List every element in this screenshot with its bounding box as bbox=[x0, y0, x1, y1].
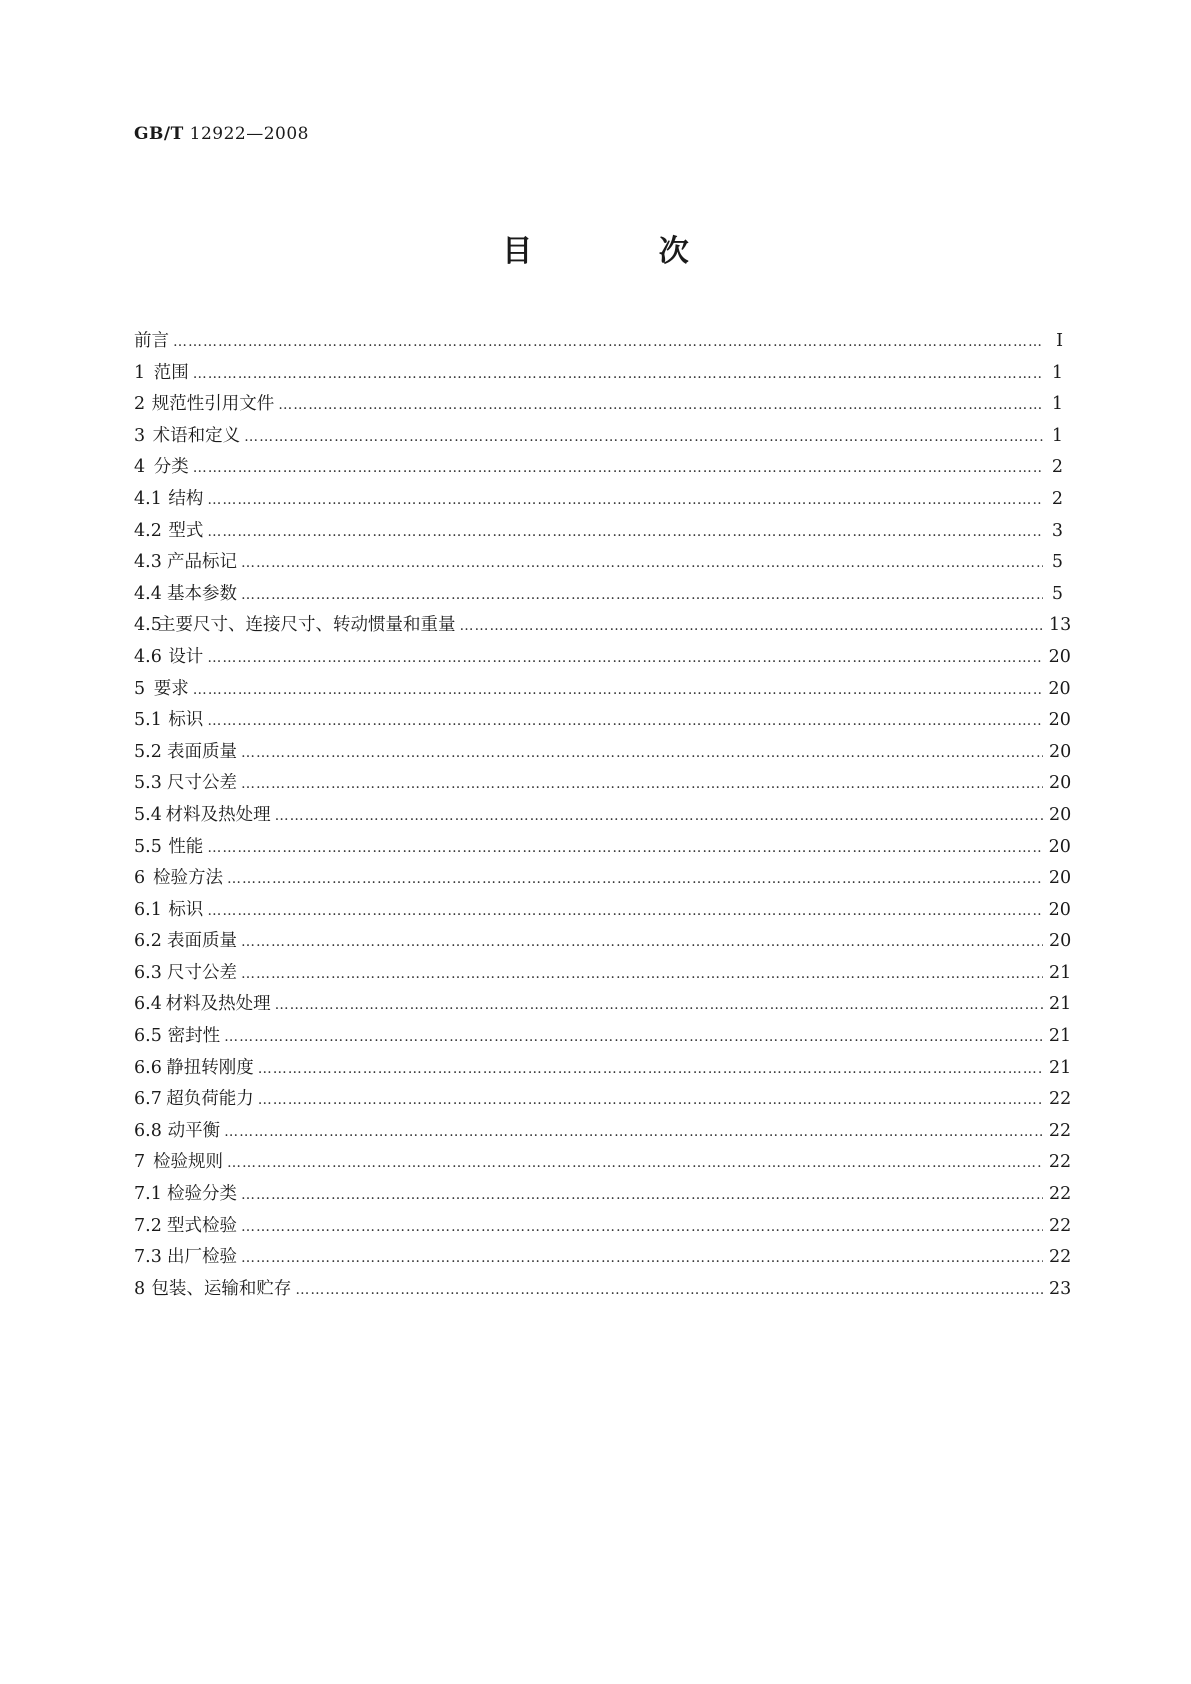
toc-entry-number: 6.4 bbox=[134, 994, 162, 1015]
toc-entry[interactable] bbox=[134, 833, 1071, 865]
toc-entry[interactable] bbox=[134, 1085, 1072, 1117]
toc-entry-number: 4.6 bbox=[134, 646, 162, 667]
toc-entry-number: 7.3 bbox=[134, 1247, 162, 1268]
toc-leader-dots bbox=[224, 1029, 1043, 1045]
toc-entry[interactable] bbox=[134, 738, 1072, 770]
toc-entry-label: 检验分类 bbox=[166, 1184, 237, 1205]
toc-entry-number: 8 bbox=[134, 1278, 146, 1299]
toc-entry[interactable] bbox=[134, 422, 1063, 454]
toc-entry-label: 范围 bbox=[153, 362, 189, 383]
toc-entry-label: 结构 bbox=[168, 488, 204, 509]
toc-leader-dots bbox=[207, 713, 1042, 729]
toc-entry-label: 动平衡 bbox=[167, 1120, 221, 1141]
toc-entry-page: 1 bbox=[1051, 394, 1063, 415]
toc-entry-number: 7.2 bbox=[134, 1215, 162, 1236]
toc-entry-page: 23 bbox=[1049, 1278, 1072, 1299]
toc-entry-label: 尺寸公差 bbox=[166, 962, 237, 983]
toc-leader-dots bbox=[241, 745, 1043, 761]
toc-entry[interactable] bbox=[134, 1022, 1072, 1054]
toc-entry-page: 20 bbox=[1048, 868, 1072, 889]
toc-entry[interactable] bbox=[134, 864, 1072, 896]
toc-entry[interactable] bbox=[134, 453, 1063, 485]
toc-entry-number: 5.2 bbox=[134, 741, 162, 762]
standard-number: 12922—2008 bbox=[189, 124, 309, 144]
toc-entry-page: 20 bbox=[1049, 773, 1072, 794]
toc-leader-dots bbox=[241, 555, 1043, 571]
toc-leader-dots bbox=[241, 934, 1043, 950]
toc-entry-page: 22 bbox=[1049, 1184, 1072, 1205]
toc-entry-number: 5.3 bbox=[134, 773, 162, 794]
toc-entry[interactable] bbox=[134, 1180, 1072, 1212]
toc-entry-label: 前言 bbox=[134, 331, 169, 351]
toc-leader-dots bbox=[207, 650, 1042, 666]
toc-leader-dots bbox=[459, 618, 1043, 634]
toc-entry[interactable] bbox=[134, 1054, 1072, 1086]
toc-entry[interactable] bbox=[134, 990, 1072, 1022]
toc-leader-dots bbox=[207, 492, 1043, 508]
toc-entry-number: 7.1 bbox=[134, 1184, 162, 1205]
toc-entry-number: 6.1 bbox=[134, 899, 162, 920]
toc-leader-dots bbox=[241, 1250, 1043, 1266]
toc-entry-number: 4.2 bbox=[134, 520, 162, 541]
toc-entry-number: 7 bbox=[134, 1152, 146, 1173]
toc-entry-number: 6.7 bbox=[134, 1089, 162, 1110]
toc-entry[interactable] bbox=[134, 390, 1063, 422]
toc-entry-label: 材料及热处理 bbox=[165, 804, 271, 825]
toc-entry[interactable] bbox=[134, 1275, 1072, 1307]
toc-entry-page: 20 bbox=[1048, 710, 1071, 731]
toc-entry-label: 标识 bbox=[168, 899, 204, 920]
toc-leader-dots bbox=[241, 1187, 1043, 1203]
toc-entry-label: 材料及热处理 bbox=[165, 994, 271, 1015]
toc-entry-page: 20 bbox=[1049, 804, 1072, 825]
toc-entry-label: 表面质量 bbox=[166, 741, 237, 762]
toc-entry[interactable] bbox=[134, 1212, 1072, 1244]
toc-entry[interactable] bbox=[134, 548, 1063, 580]
toc-entry[interactable] bbox=[134, 359, 1063, 391]
toc-leader-dots bbox=[193, 460, 1043, 476]
toc-leader-dots bbox=[244, 429, 1043, 445]
toc-entry-page: 20 bbox=[1048, 899, 1071, 920]
standard-header bbox=[134, 124, 309, 144]
toc-entry-number: 5 bbox=[134, 678, 146, 699]
toc-entry-number: 6 bbox=[134, 868, 146, 889]
toc-leader-dots bbox=[295, 1282, 1043, 1298]
page-title: 目 次 bbox=[502, 234, 747, 269]
toc-entry[interactable] bbox=[134, 1148, 1072, 1180]
toc-entry-label: 超负荷能力 bbox=[166, 1089, 254, 1110]
toc-entry-number: 5.4 bbox=[134, 804, 162, 825]
toc-entry[interactable] bbox=[134, 675, 1071, 707]
toc-entry-label: 包装、运输和贮存 bbox=[151, 1278, 292, 1299]
toc-entry-label: 设计 bbox=[168, 646, 204, 667]
toc-entry-number: 4.3 bbox=[134, 552, 162, 573]
toc-entry-page: 2 bbox=[1051, 457, 1063, 478]
toc-entry[interactable] bbox=[134, 517, 1063, 549]
toc-entry[interactable] bbox=[134, 706, 1071, 738]
toc-leader-dots bbox=[207, 524, 1043, 540]
toc-entry-label: 术语和定义 bbox=[152, 425, 241, 446]
toc-entry-number: 6.8 bbox=[134, 1120, 162, 1141]
toc-entry-label: 型式 bbox=[168, 520, 204, 541]
toc-entry-number: 4.1 bbox=[134, 488, 162, 509]
toc-entry-label: 检验规则 bbox=[152, 1152, 223, 1173]
toc-leader-dots bbox=[241, 587, 1043, 603]
toc-entry-label: 主要尺寸、连接尺寸、转动惯量和重量 bbox=[157, 615, 456, 636]
toc-entry[interactable] bbox=[134, 1117, 1072, 1149]
toc-entry-page: 20 bbox=[1048, 836, 1071, 857]
toc-leader-dots bbox=[207, 903, 1042, 919]
toc-entry-number: 5.5 bbox=[134, 836, 162, 857]
toc-leader-dots bbox=[258, 1061, 1043, 1077]
toc-entry[interactable] bbox=[134, 1243, 1072, 1275]
toc-entry-number: 3 bbox=[134, 425, 146, 446]
toc-leader-dots bbox=[241, 966, 1043, 982]
toc-entry-label: 检验方法 bbox=[152, 868, 223, 889]
toc-entry[interactable] bbox=[134, 485, 1063, 517]
toc-entry-page: 22 bbox=[1049, 1215, 1072, 1236]
toc-entry-page: 1 bbox=[1051, 362, 1063, 383]
toc-entry-page: 20 bbox=[1049, 741, 1072, 762]
toc-entry[interactable] bbox=[134, 769, 1072, 801]
toc-entry-page: 22 bbox=[1049, 1089, 1072, 1110]
toc-entry-page: 20 bbox=[1049, 931, 1072, 952]
toc-leader-dots bbox=[227, 871, 1043, 887]
toc-entry-label: 密封性 bbox=[167, 1026, 221, 1047]
toc-entry-label: 产品标记 bbox=[166, 552, 237, 573]
toc-entry-page: 22 bbox=[1048, 1120, 1072, 1141]
toc-leader-dots bbox=[173, 334, 1043, 350]
toc-entry-label: 尺寸公差 bbox=[166, 773, 237, 794]
toc-entry[interactable] bbox=[134, 611, 1072, 643]
toc-entry-number: 1 bbox=[134, 362, 146, 383]
table-of-contents bbox=[134, 327, 1072, 1306]
toc-leader-dots bbox=[258, 1092, 1043, 1108]
toc-entry[interactable] bbox=[134, 927, 1072, 959]
toc-leader-dots bbox=[275, 997, 1043, 1013]
toc-entry-number: 4.5 bbox=[134, 615, 162, 636]
toc-leader-dots bbox=[241, 1219, 1043, 1235]
toc-entry-label: 出厂检验 bbox=[166, 1247, 237, 1268]
toc-leader-dots bbox=[224, 1124, 1043, 1140]
toc-entry-label: 型式检验 bbox=[166, 1215, 237, 1236]
toc-entry-label: 规范性引用文件 bbox=[151, 394, 275, 415]
toc-entry-page: 21 bbox=[1049, 962, 1072, 983]
toc-leader-dots bbox=[241, 776, 1043, 792]
toc-entry-number: 6.5 bbox=[134, 1026, 162, 1047]
toc-entry-page: Ⅰ bbox=[1056, 331, 1063, 351]
toc-entry[interactable] bbox=[134, 801, 1072, 833]
toc-entry-page: 22 bbox=[1049, 1247, 1072, 1268]
toc-entry-number: 2 bbox=[134, 394, 146, 415]
toc-leader-dots bbox=[193, 366, 1043, 382]
toc-entry-number: 4 bbox=[134, 457, 146, 478]
toc-entry-label: 要求 bbox=[153, 678, 189, 699]
toc-entry-label: 性能 bbox=[168, 836, 204, 857]
toc-entry-page: 2 bbox=[1051, 488, 1063, 509]
toc-entry-label: 基本参数 bbox=[166, 583, 237, 604]
toc-entry[interactable] bbox=[134, 896, 1071, 928]
toc-entry[interactable] bbox=[134, 580, 1063, 612]
toc-entry-page: 3 bbox=[1051, 520, 1063, 541]
toc-entry-label: 静扭转刚度 bbox=[166, 1057, 254, 1078]
toc-entry-page: 13 bbox=[1049, 615, 1072, 636]
toc-entry-page: 21 bbox=[1049, 1057, 1072, 1078]
toc-leader-dots bbox=[227, 1155, 1043, 1171]
toc-entry-page: 20 bbox=[1048, 678, 1071, 699]
toc-entry[interactable] bbox=[134, 959, 1072, 991]
toc-entry-number: 6.3 bbox=[134, 962, 162, 983]
toc-entry-page: 1 bbox=[1051, 425, 1063, 446]
toc-entry[interactable] bbox=[134, 327, 1063, 359]
toc-entry-number: 4.4 bbox=[134, 583, 162, 604]
toc-leader-dots bbox=[207, 840, 1042, 856]
toc-leader-dots bbox=[193, 682, 1043, 698]
toc-entry-page: 22 bbox=[1048, 1152, 1072, 1173]
toc-entry-page: 21 bbox=[1049, 994, 1072, 1015]
toc-entry-page: 5 bbox=[1051, 552, 1063, 573]
toc-entry-page: 21 bbox=[1048, 1026, 1072, 1047]
toc-entry-page: 5 bbox=[1051, 583, 1063, 604]
standard-code: GB/T bbox=[134, 124, 184, 144]
toc-entry-page: 20 bbox=[1048, 646, 1071, 667]
toc-entry-label: 分类 bbox=[153, 457, 189, 478]
toc-entry-number: 5.1 bbox=[134, 710, 162, 731]
toc-leader-dots bbox=[278, 397, 1043, 413]
toc-entry-label: 标识 bbox=[168, 710, 204, 731]
toc-leader-dots bbox=[275, 808, 1043, 824]
toc-entry[interactable] bbox=[134, 643, 1071, 675]
toc-entry-label: 表面质量 bbox=[166, 931, 237, 952]
toc-entry-number: 6.6 bbox=[134, 1057, 162, 1078]
toc-entry-number: 6.2 bbox=[134, 931, 162, 952]
